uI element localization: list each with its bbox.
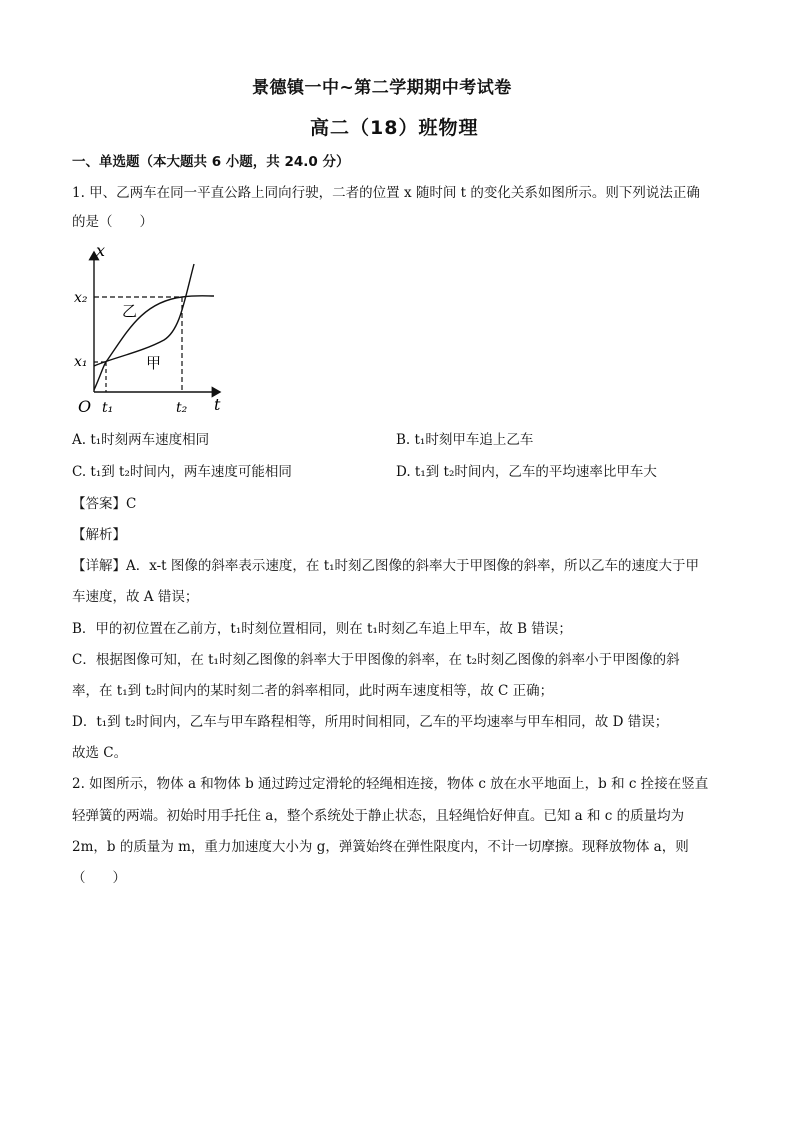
q1-detail-line3: B．甲的初位置在乙前方，t₁时刻位置相同，则在 t₁时刻乙车追上甲车，故 B 错误； bbox=[72, 621, 572, 637]
q1-stem-line1: 1. 甲、乙两车在同一平直公路上同向行驶，二者的位置 x 随时间 t 的变化关系如图所示。则下列说法正确 bbox=[72, 185, 700, 201]
curve-yi-label: 乙 bbox=[122, 302, 138, 320]
x1-label: x₁ bbox=[74, 354, 88, 370]
axis-y-label: x bbox=[96, 242, 106, 260]
q1-detail-line2: 车速度，故 A 错误； bbox=[72, 589, 199, 605]
curve-jia-label: 甲 bbox=[146, 354, 162, 372]
t2-label: t₂ bbox=[176, 400, 188, 416]
exam-subtitle: 高二（18）班物理 bbox=[310, 117, 479, 139]
q2-line2: 轻弹簧的两端。初始时用手托住 a，整个系统处于静止状态，且轻绳恰好伸直。已知 a 和 c 的质量均为 bbox=[72, 808, 685, 824]
origin-label: O bbox=[78, 397, 92, 416]
q1-answer: 【答案】C bbox=[72, 496, 137, 512]
q1-option-d: D. t₁到 t₂时间内，乙车的平均速率比甲车大 bbox=[396, 464, 657, 480]
x2-label: x₂ bbox=[74, 290, 88, 306]
q1-detail-line4: C．根据图像可知，在 t₁时刻乙图像的斜率大于甲图像的斜率，在 t₂时刻乙图像的斜率小于甲图像的斜 bbox=[72, 652, 680, 668]
q2-line1: 2. 如图所示，物体 a 和物体 b 通过跨过定滑轮的轻绳相连接，物体 c 放在水平地面上，b 和 c 拴接在竖直 bbox=[72, 776, 709, 792]
curve-jia bbox=[94, 264, 194, 366]
xt-graph bbox=[72, 242, 232, 420]
t1-label: t₁ bbox=[102, 400, 114, 416]
q1-option-b: B. t₁时刻甲车追上乙车 bbox=[396, 432, 534, 448]
q1-detail-line5: 率，在 t₁到 t₂时间内的某时刻二者的斜率相同，此时两车速度相等，故 C 正确； bbox=[72, 683, 554, 699]
exam-title: 景德镇一中~第二学期期中考试卷 bbox=[252, 78, 512, 98]
q1-stem-line2: 的是（ ） bbox=[72, 214, 153, 230]
q1-detail-line6: D．t₁到 t₂时间内，乙车与甲车路程相等，所用时间相同，乙车的平均速率与甲车相同，故 D 错误； bbox=[72, 714, 669, 730]
q2-line4: （ ） bbox=[72, 870, 126, 886]
q1-detail-line1: 【详解】A．x-t 图像的斜率表示速度，在 t₁时刻乙图像的斜率大于甲图像的斜率，所以乙车的速度大于甲 bbox=[72, 558, 700, 574]
curve-yi bbox=[94, 296, 214, 390]
q1-option-a: A. t₁时刻两车速度相同 bbox=[72, 432, 210, 448]
q2-line3: 2m，b 的质量为 m，重力加速度大小为 g，弹簧始终在弹性限度内，不计一切摩擦。现释放物体 a，则 bbox=[72, 839, 689, 855]
axis-x-label: t bbox=[214, 395, 221, 414]
q1-detail-line7: 故选 C。 bbox=[72, 745, 128, 761]
section-heading: 一、单选题（本大题共 6 小题，共 24.0 分） bbox=[72, 154, 350, 170]
q1-option-c: C. t₁到 t₂时间内，两车速度可能相同 bbox=[72, 464, 292, 480]
q1-analysis-label: 【解析】 bbox=[72, 527, 126, 543]
